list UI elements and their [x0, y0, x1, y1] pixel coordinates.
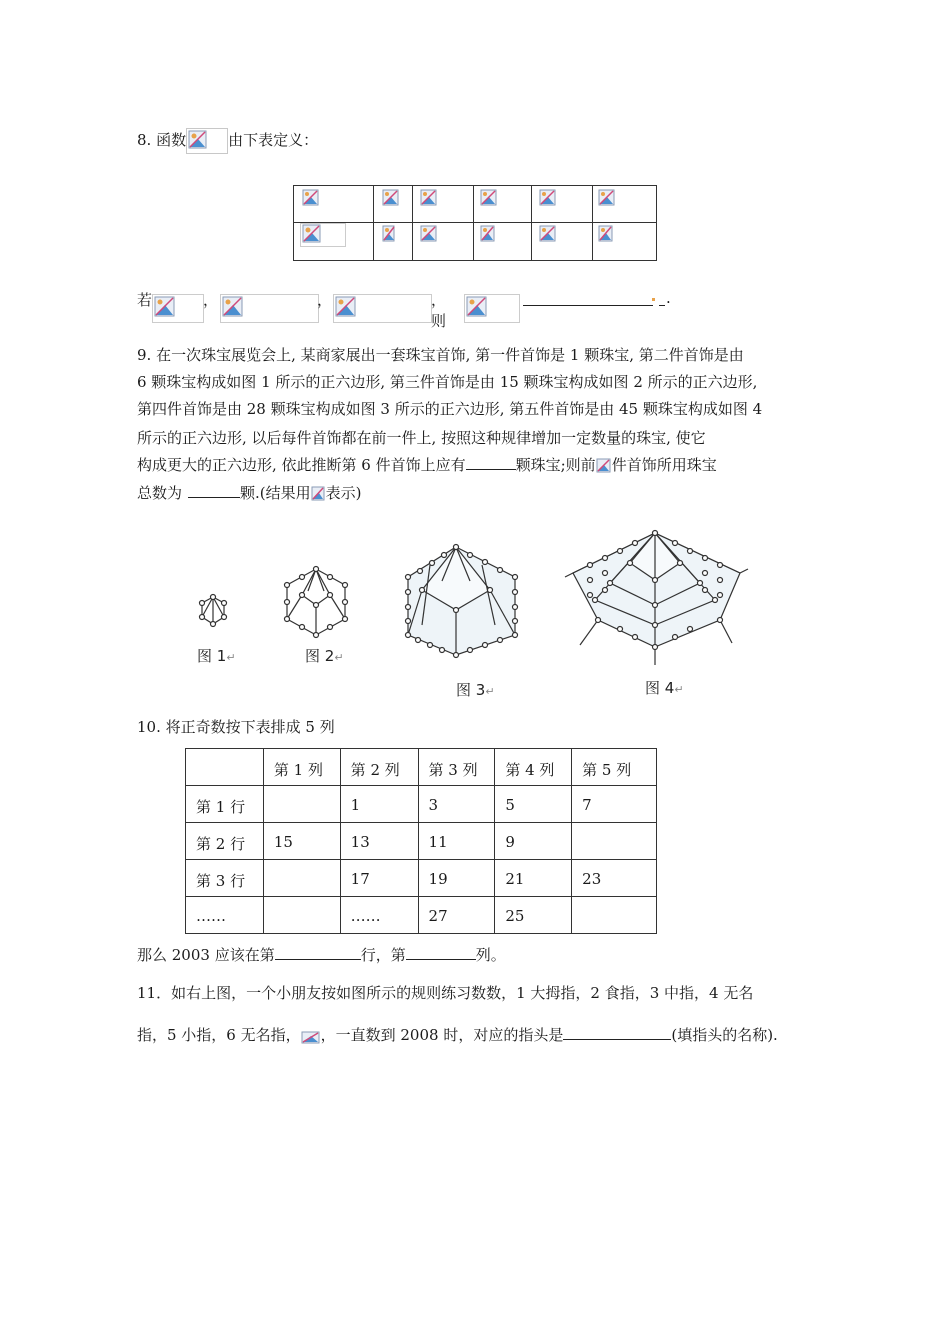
table-cell: 15: [263, 823, 340, 860]
header-cell: 第 3 列: [418, 749, 495, 786]
q9-line-5c: 件首饰所用珠宝: [611, 456, 717, 474]
table-row: [186, 786, 657, 823]
q10-answer-b: 行，第: [360, 946, 406, 964]
figure-2: [285, 567, 348, 638]
table-cell: 7: [572, 786, 657, 823]
broken-image-icon: [539, 189, 557, 207]
table-cell: 23: [572, 860, 657, 897]
q8-then: ，则: [431, 291, 447, 330]
function-image: [186, 128, 228, 154]
q8-title-line: [137, 128, 318, 154]
q10-answer-line: [137, 944, 506, 966]
table-cell: 17: [340, 860, 418, 897]
table-cell: [263, 860, 340, 897]
broken-image-icon: [598, 225, 614, 243]
q8-comma-2: ，: [317, 291, 333, 309]
table-cell: 5: [495, 786, 572, 823]
q8-end: .: [666, 289, 671, 307]
table-cell: 3: [418, 786, 495, 823]
q9-line-5b: 颗珠宝;则前: [515, 456, 596, 474]
q9-line-5: [137, 454, 717, 476]
q11-line-2: [137, 1024, 778, 1046]
broken-image-icon: [154, 296, 176, 318]
broken-image-icon: [301, 1031, 321, 1045]
table-header-row: [186, 749, 657, 786]
broken-image-icon: [222, 296, 244, 318]
hexagon-figures: [180, 525, 760, 700]
figure-2-label: 图 2↵: [305, 647, 344, 665]
broken-image-icon: [596, 458, 612, 474]
q10-answer-a: 那么 2003 应该在第: [137, 946, 275, 964]
table-cell: ……: [186, 897, 264, 934]
q9-line-5a: 构成更大的正六边形, 依此推断第 6 件首饰上应有: [137, 456, 466, 474]
table-cell: 1: [340, 786, 418, 823]
condition-image-4: [464, 294, 520, 323]
figure-4: [565, 531, 748, 666]
header-cell: 第 5 列: [572, 749, 657, 786]
q9-line-2: 6 颗珠宝构成如图 1 所示的正六边形, 第三件首饰是由 15 颗珠宝构成如图 2 所示的正六边形,: [137, 373, 758, 391]
q8-suffix: 由下表定义：: [228, 131, 319, 149]
figure-3-label: 图 3↵: [456, 681, 495, 699]
q10-intro: 10. 将正奇数按下表排成 5 列: [137, 718, 335, 736]
broken-image-icon: [420, 189, 438, 207]
header-cell: [186, 749, 264, 786]
answer-blank: [466, 455, 516, 470]
q9-line-3: 第四件首饰是由 28 颗珠宝构成如图 3 所示的正六边形, 第五件首饰是由 45 颗珠宝构成如图 4: [137, 400, 763, 418]
q9-line-6a: 总数为: [137, 484, 183, 502]
condition-image-1: [152, 294, 204, 323]
n-image: [311, 486, 326, 502]
condition-image-3: [333, 294, 432, 323]
q8-comma-1: ，: [203, 291, 219, 309]
figure-1: [200, 595, 227, 627]
figure-4-label: 图 4↵: [645, 679, 684, 697]
broken-image-icon: [598, 189, 616, 207]
table-cell: 27: [418, 897, 495, 934]
figure-1-label: 图 1↵: [197, 647, 236, 665]
q11-line-2a: 指，5 小指，6 无名指，: [137, 1026, 301, 1044]
q9-line-6b: 颗.(结果用: [240, 484, 311, 502]
broken-image-icon: [382, 189, 400, 207]
broken-image-icon: [466, 296, 488, 318]
table-cell: 9: [495, 823, 572, 860]
table-cell: [572, 897, 657, 934]
header-cell: 第 1 列: [263, 749, 340, 786]
q9-line-6c: 表示): [325, 484, 362, 502]
q10-answer-c: 列。: [475, 946, 506, 964]
q9-line-6: [137, 482, 362, 504]
table-cell: 第 1 行: [186, 786, 264, 823]
broken-image-icon: [335, 296, 357, 318]
q11-line-1: 11．如右上图，一个小朋友按如图所示的规则练习数数，1 大拇指，2 食指，3 中指，4 无名: [137, 984, 754, 1002]
broken-image-icon: [302, 189, 320, 207]
broken-image-icon: [382, 225, 396, 243]
answer-blank: [188, 483, 240, 498]
figure-3: [406, 545, 518, 658]
table-row: [186, 823, 657, 860]
table-cell: ……: [340, 897, 418, 934]
table-cell: [263, 897, 340, 934]
ellipsis-image: [301, 1029, 321, 1043]
answer-blank: [523, 305, 653, 306]
table-row: [186, 897, 657, 934]
odd-number-table: [185, 748, 657, 934]
table-cell: 19: [418, 860, 495, 897]
q8-prefix: 8. 函数: [137, 131, 187, 149]
table-cell: 第 2 行: [186, 823, 264, 860]
table-cell: 21: [495, 860, 572, 897]
header-cell: 第 4 列: [495, 749, 572, 786]
condition-image-2: [220, 294, 319, 323]
dot-mark: [652, 298, 655, 301]
answer-blank: [275, 945, 361, 960]
n-image: [596, 458, 612, 474]
q8-cond-prefix: 若: [137, 291, 153, 309]
q11-line-2c: (填指头的名称).: [671, 1026, 778, 1044]
table-cell: 第 3 行: [186, 860, 264, 897]
broken-image-icon: [480, 189, 498, 207]
table-row: [186, 860, 657, 897]
table-cell: [263, 786, 340, 823]
broken-image-icon: [311, 486, 326, 502]
q11-line-2b: ，一直数到 2008 时，对应的指头是: [320, 1026, 564, 1044]
q9-line-4: 所示的正六边形, 以后每件首饰都在前一件上, 按照这种规律增加一定数量的珠宝, 使它: [137, 429, 706, 447]
broken-image-icon: [539, 225, 557, 243]
answer-blank-tail: [659, 305, 665, 306]
answer-blank: [563, 1025, 671, 1040]
broken-image-icon: [420, 225, 438, 243]
table-cell: 11: [418, 823, 495, 860]
broken-image-icon: [480, 225, 496, 243]
q9-line-1: 9. 在一次珠宝展览会上, 某商家展出一套珠宝首饰, 第一件首饰是 1 颗珠宝, 第二件首饰是由: [137, 346, 744, 364]
header-cell: 第 2 列: [340, 749, 418, 786]
broken-image-icon: [188, 130, 208, 150]
table-cell: 25: [495, 897, 572, 934]
answer-blank: [406, 945, 476, 960]
broken-image-icon: [302, 224, 322, 244]
table-cell: [572, 823, 657, 860]
table-cell: 13: [340, 823, 418, 860]
